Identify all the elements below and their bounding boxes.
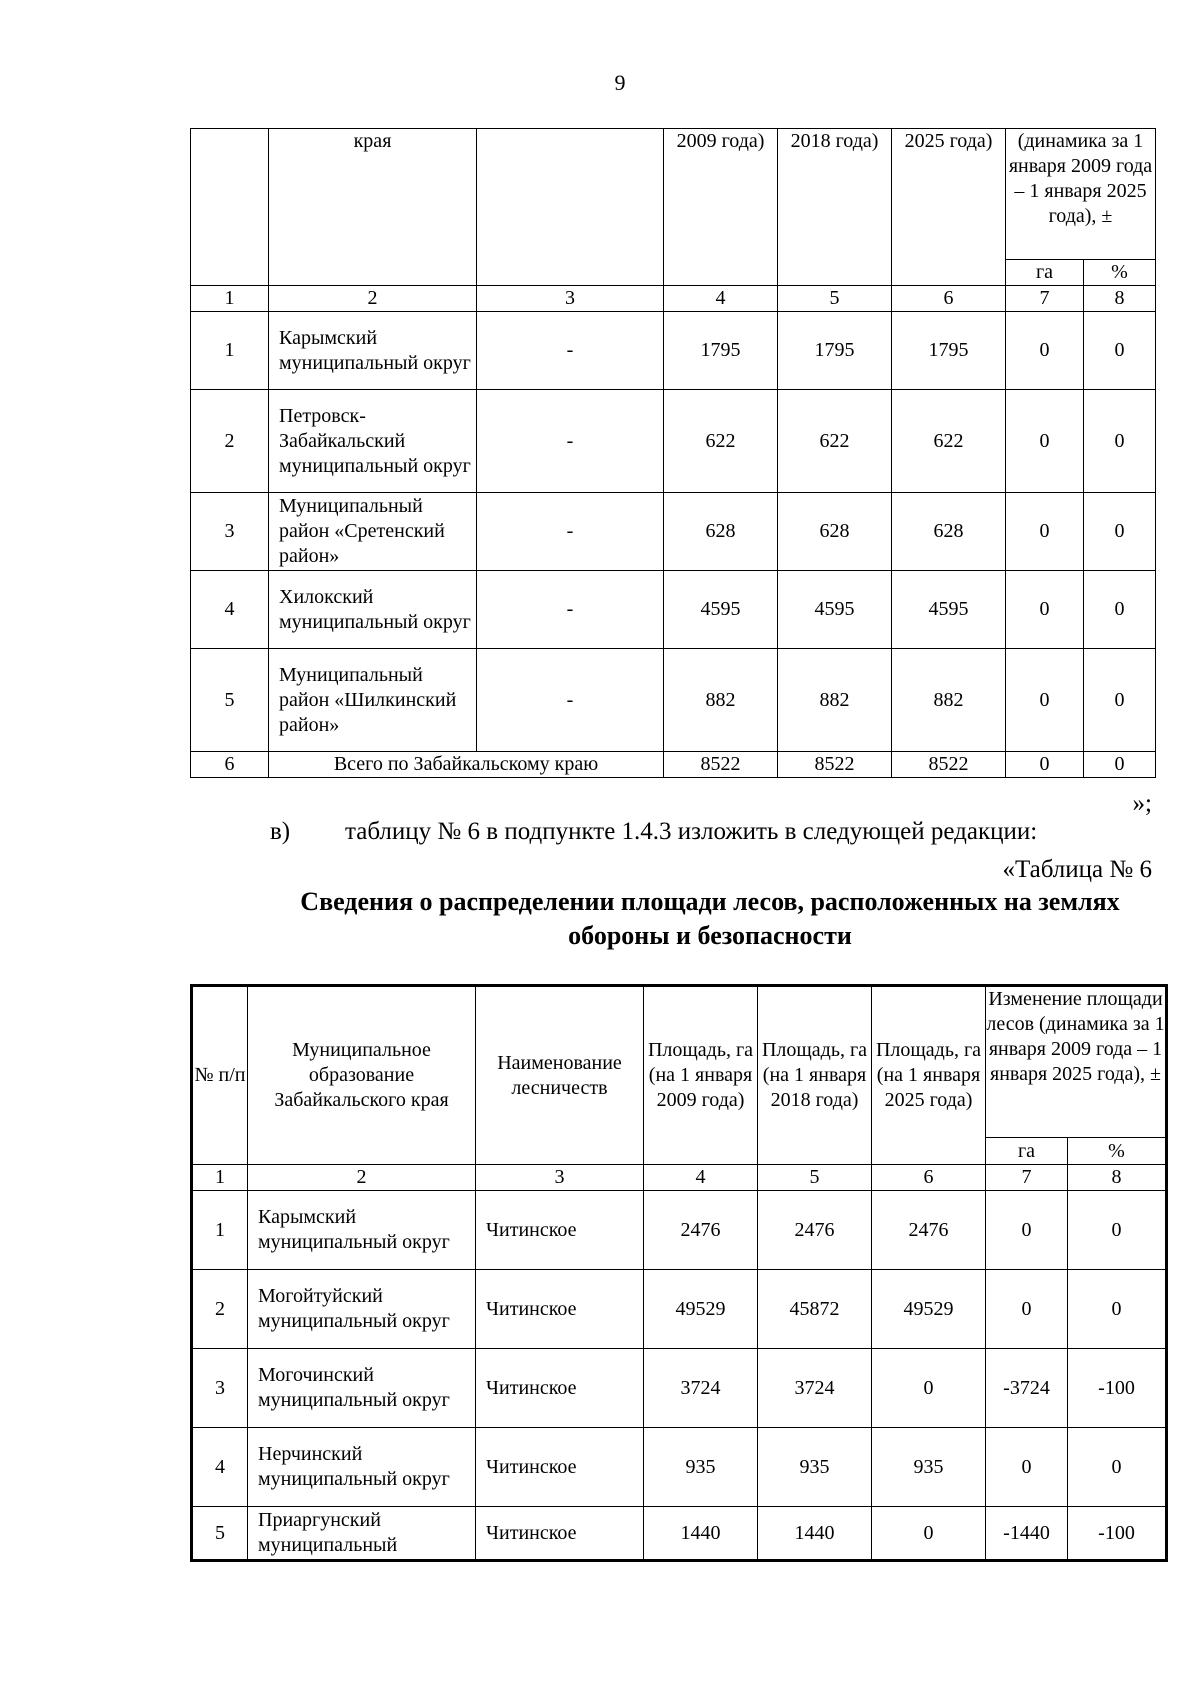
area-2009-cell: 882 [664, 649, 778, 752]
column-number: 2 [248, 1165, 476, 1191]
area-2009-cell: 49529 [644, 1270, 758, 1349]
area-2025-cell: 4595 [892, 571, 1006, 649]
forestry-cell: Читинское [476, 1191, 644, 1270]
table-caption: «Таблица № 6 [1002, 856, 1152, 883]
municipality-cell: Муниципальный район «Шилкинский район» [269, 649, 477, 752]
table-row [191, 571, 1156, 649]
change-ha-cell: 0 [1006, 493, 1084, 571]
area-2009-cell: 2476 [644, 1191, 758, 1270]
header-cell-area-2009: Площадь, га (на 1 января 2009 года) [644, 986, 758, 1165]
column-number: 6 [872, 1165, 986, 1191]
area-2009-cell: 935 [644, 1428, 758, 1507]
column-number: 7 [986, 1165, 1068, 1191]
forestry-cell: - [477, 493, 664, 571]
table-row [192, 1270, 1167, 1349]
header-cell-dynamics: Изменение площади лесов (динамика за 1 января 2009 года – 1 января 2025 года), ± [986, 986, 1167, 1138]
change-percent-cell: 0 [1068, 1270, 1167, 1349]
row-number: 3 [191, 493, 269, 571]
column-number: 5 [778, 286, 892, 312]
column-number-row [192, 1165, 1167, 1191]
forestry-cell: Читинское [476, 1428, 644, 1507]
area-2009-cell: 4595 [664, 571, 778, 649]
change-ha-cell: 0 [986, 1428, 1068, 1507]
change-ha-cell: -3724 [986, 1349, 1068, 1428]
row-number: 6 [191, 752, 269, 778]
area-2018-cell: 4595 [778, 571, 892, 649]
header-cell-area-2025: 2025 года) [892, 129, 1006, 286]
forest-area-table-continued [190, 128, 1156, 778]
area-2025-cell: 628 [892, 493, 1006, 571]
header-subcell-ha: га [986, 1138, 1068, 1165]
change-percent-cell: 0 [1084, 390, 1156, 493]
area-2025-cell: 49529 [872, 1270, 986, 1349]
total-area-2025: 8522 [892, 752, 1006, 778]
column-number: 2 [269, 286, 477, 312]
table-row [192, 1428, 1167, 1507]
area-2025-cell: 935 [872, 1428, 986, 1507]
area-2009-cell: 1440 [644, 1507, 758, 1561]
table-row [192, 1191, 1167, 1270]
area-2018-cell: 2476 [758, 1191, 872, 1270]
header-cell-dynamics: (динамика за 1 января 2009 года – 1 января 2025 года), ± [1006, 129, 1156, 260]
municipality-cell: Могойтуйский муниципальный округ [248, 1270, 476, 1349]
header-cell-forestry: Наименование лесничеств [476, 986, 644, 1165]
change-ha-cell: -1440 [986, 1507, 1068, 1561]
change-ha-cell: 0 [1006, 571, 1084, 649]
total-area-2009: 8522 [664, 752, 778, 778]
area-2018-cell: 882 [778, 649, 892, 752]
change-ha-cell: 0 [986, 1191, 1068, 1270]
column-number-row [191, 286, 1156, 312]
area-2025-cell: 2476 [872, 1191, 986, 1270]
area-2018-cell: 628 [778, 493, 892, 571]
header-subcell-percent: % [1084, 260, 1156, 286]
municipality-cell: Могочинский муниципальный округ [248, 1349, 476, 1428]
municipality-cell: Муниципальный район «Сретенский район» [269, 493, 477, 571]
area-2025-cell: 882 [892, 649, 1006, 752]
area-2018-cell: 1440 [758, 1507, 872, 1561]
instruction-text: таблицу № 6 в подпункте 1.4.3 изложить в следующей редакции: [345, 818, 1038, 845]
column-number: 8 [1068, 1165, 1167, 1191]
table-row [192, 1349, 1167, 1428]
forestry-cell: Читинское [476, 1270, 644, 1349]
row-number: 1 [191, 312, 269, 390]
change-percent-cell: -100 [1068, 1349, 1167, 1428]
area-2018-cell: 1795 [778, 312, 892, 390]
table-row [192, 1507, 1167, 1561]
municipality-cell: Приаргунский муниципальный [248, 1507, 476, 1561]
column-number: 1 [192, 1165, 248, 1191]
change-percent-cell: 0 [1068, 1428, 1167, 1507]
header-cell-municipality: края [269, 129, 477, 286]
header-cell-municipality: Муниципальное образование Забайкальского края [248, 986, 476, 1165]
column-number: 4 [644, 1165, 758, 1191]
row-number: 1 [192, 1191, 248, 1270]
total-row [191, 752, 1156, 778]
item-letter: в) [270, 818, 291, 845]
change-percent-cell: -100 [1068, 1507, 1167, 1561]
municipality-cell: Петровск-Забайкальский муниципальный округ [269, 390, 477, 493]
change-ha-cell: 0 [1006, 390, 1084, 493]
area-2009-cell: 628 [664, 493, 778, 571]
area-2025-cell: 1795 [892, 312, 1006, 390]
total-change-ha: 0 [1006, 752, 1084, 778]
area-2018-cell: 45872 [758, 1270, 872, 1349]
closing-quote: »; [1132, 790, 1152, 817]
row-number: 5 [191, 649, 269, 752]
page-number: 9 [614, 70, 626, 95]
area-2025-cell: 0 [872, 1507, 986, 1561]
amendment-instruction [270, 818, 1037, 846]
area-2018-cell: 3724 [758, 1349, 872, 1428]
forestry-cell: - [477, 390, 664, 493]
area-2018-cell: 622 [778, 390, 892, 493]
forestry-cell: Читинское [476, 1349, 644, 1428]
header-cell-number: № п/п [192, 986, 248, 1165]
row-number: 4 [192, 1428, 248, 1507]
column-number: 4 [664, 286, 778, 312]
municipality-cell: Карымский муниципальный округ [248, 1191, 476, 1270]
table-row [191, 493, 1156, 571]
header-subcell-percent: % [1068, 1138, 1167, 1165]
change-percent-cell: 0 [1084, 312, 1156, 390]
area-2025-cell: 622 [892, 390, 1006, 493]
area-2009-cell: 3724 [644, 1349, 758, 1428]
area-2018-cell: 935 [758, 1428, 872, 1507]
column-number: 3 [477, 286, 664, 312]
table-row [191, 649, 1156, 752]
column-number: 7 [1006, 286, 1084, 312]
forestry-cell: - [477, 312, 664, 390]
row-number: 5 [192, 1507, 248, 1561]
defense-lands-forest-table [190, 984, 1168, 1562]
area-2025-cell: 0 [872, 1349, 986, 1428]
municipality-cell: Хилокский муниципальный округ [269, 571, 477, 649]
area-2009-cell: 622 [664, 390, 778, 493]
area-2009-cell: 1795 [664, 312, 778, 390]
forestry-cell: - [477, 649, 664, 752]
column-number: 6 [892, 286, 1006, 312]
column-number: 8 [1084, 286, 1156, 312]
change-percent-cell: 0 [1084, 493, 1156, 571]
row-number: 2 [192, 1270, 248, 1349]
row-number: 2 [191, 390, 269, 493]
total-label: Всего по Забайкальскому краю [269, 752, 664, 778]
header-cell-area-2025: Площадь, га (на 1 января 2025 года) [872, 986, 986, 1165]
header-cell-area-2009: 2009 года) [664, 129, 778, 286]
forestry-cell: Читинское [476, 1507, 644, 1561]
header-cell-area-2018: 2018 года) [778, 129, 892, 286]
row-number: 4 [191, 571, 269, 649]
change-percent-cell: 0 [1084, 649, 1156, 752]
municipality-cell: Карымский муниципальный округ [269, 312, 477, 390]
table-title: Сведения о распределении площади лесов, расположенных на землях обороны и безопасности [300, 887, 1120, 950]
total-change-percent: 0 [1084, 752, 1156, 778]
total-area-2018: 8522 [778, 752, 892, 778]
column-number: 1 [191, 286, 269, 312]
header-cell-forestry [477, 129, 664, 286]
municipality-cell: Нерчинский муниципальный округ [248, 1428, 476, 1507]
change-ha-cell: 0 [1006, 649, 1084, 752]
column-number: 5 [758, 1165, 872, 1191]
row-number: 3 [192, 1349, 248, 1428]
change-percent-cell: 0 [1084, 571, 1156, 649]
header-subcell-ha: га [1006, 260, 1084, 286]
header-cell-area-2018: Площадь, га (на 1 января 2018 года) [758, 986, 872, 1165]
change-ha-cell: 0 [1006, 312, 1084, 390]
change-percent-cell: 0 [1068, 1191, 1167, 1270]
table-row [191, 390, 1156, 493]
header-cell-number [191, 129, 269, 286]
forestry-cell: - [477, 571, 664, 649]
table-row [191, 312, 1156, 390]
column-number: 3 [476, 1165, 644, 1191]
change-ha-cell: 0 [986, 1270, 1068, 1349]
